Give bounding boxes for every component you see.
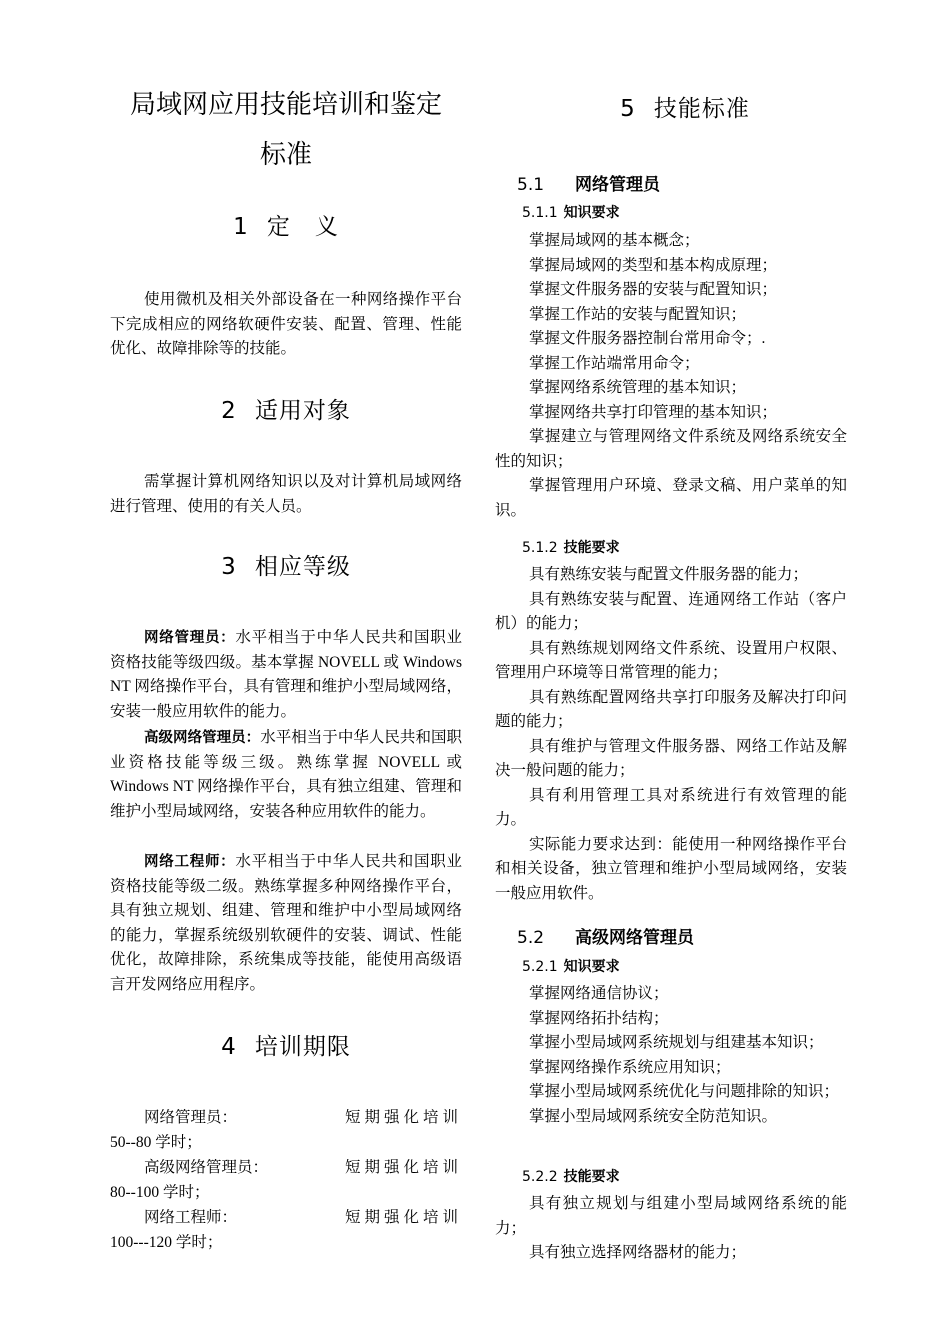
section-2-paragraph: 需掌握计算机网络知识以及对计算机局域网络进行管理、使用的有关人员。 <box>110 473 462 515</box>
list-item: 掌握文件服务器的安装与配置知识； <box>529 281 778 298</box>
period-value: 短期强化培训 <box>344 1209 462 1226</box>
section-5-heading <box>495 90 875 123</box>
list-item: 具有熟练配置网络共享打印服务及解决打印问题的能力； <box>495 688 847 730</box>
subsection-number: 5.2.1 <box>522 959 558 975</box>
subsection-title: 知识要求 <box>563 205 620 221</box>
section-title: 培训期限 <box>254 1034 351 1060</box>
subsection-title: 高级网络管理员 <box>575 928 694 948</box>
subsection-number: 5.2 <box>517 928 545 948</box>
level-paragraph <box>110 850 462 997</box>
list-item: 掌握网络通信协议； <box>529 985 669 1002</box>
section-number: 2 <box>221 398 237 424</box>
list-item: 具有独立选择网络器材的能力； <box>529 1244 747 1261</box>
list-item: 掌握局域网的基本概念； <box>529 232 700 249</box>
period-label: 网络工程师： <box>144 1209 238 1226</box>
list-item: 掌握工作站端常用命令； <box>529 354 700 372</box>
list-item: 具有维护与管理文件服务器、网络工作站及解决一般问题的能力； <box>495 737 847 779</box>
level-term: 高级网络管理员： <box>144 730 261 746</box>
period-label: 网络管理员： <box>144 1109 238 1126</box>
list-item: 具有利用管理工具对系统进行有效管理的能力。 <box>495 786 847 828</box>
section-number: 1 <box>233 214 249 240</box>
period-hours: 100---120 学时； <box>110 1233 223 1251</box>
list-item: 掌握小型局域网系统优化与问题排除的知识； <box>529 1083 840 1100</box>
list-item: 掌握小型局域网系统规划与组建基本知识； <box>529 1034 824 1051</box>
training-period-row <box>110 1106 462 1155</box>
knowledge-list-5-1-1 <box>495 229 847 523</box>
level-description: 水平相当于中华人民共和国职业资格技能等级二级。熟练掌握多种网络操作平台，具有独立规划、组建、管理和维护中小型局域网络的能力，掌握系统级别软硬件的安装、调试、性能优化，故障排除，系统集成等技能，能使用高级语言开发网络应用程序。 <box>110 853 462 993</box>
list-item: 掌握局域网的类型和基本构成原理； <box>529 256 778 274</box>
section-title: 适用对象 <box>254 398 351 424</box>
subsection-5-1-heading <box>517 170 660 195</box>
list-item: 掌握网络拓扑结构； <box>529 1009 669 1027</box>
section-number: 5 <box>620 96 636 122</box>
list-item: 掌握建立与管理网络文件系统及网络系统安全性的知识； <box>495 428 847 470</box>
list-item: 掌握小型局域网系统安全防范知识。 <box>529 1107 778 1125</box>
training-period-row <box>110 1156 462 1205</box>
period-value: 短期强化培训 <box>344 1159 462 1176</box>
level-paragraph <box>110 626 462 724</box>
section-title: 技能标准 <box>653 96 750 122</box>
period-value: 短期强化培训 <box>344 1109 462 1126</box>
subsection-number: 5.2.2 <box>522 1169 558 1185</box>
list-item: 实际能力要求达到：能使用一种网络操作平台和相关设备，独立管理和维护小型局域网络，安装一般应用软件。 <box>495 835 847 902</box>
period-hours: 50--80 学时； <box>110 1133 202 1151</box>
subsection-5-2-1-heading <box>522 956 620 976</box>
section-title: 定 义 <box>266 214 339 240</box>
subsection-5-1-1-heading <box>522 202 620 222</box>
section-4-heading <box>110 1028 462 1061</box>
section-number: 3 <box>221 554 237 580</box>
section-3-heading <box>110 548 462 581</box>
list-item: 掌握网络操作系统应用知识； <box>529 1058 731 1076</box>
subsection-title: 网络管理员 <box>575 175 660 195</box>
knowledge-list-5-2-1 <box>495 982 847 1129</box>
period-hours: 80--100 学时； <box>110 1183 210 1201</box>
subsection-5-1-2-heading <box>522 537 620 557</box>
title-line-1: 局域网应用技能培训和鉴定 <box>129 90 442 120</box>
section-1-paragraph: 使用微机及相关外部设备在一种网络操作平台下完成相应的网络软硬件安装、配置、管理、性能优化、故障排除等的技能。 <box>110 291 462 357</box>
subsection-5-2-2-heading <box>522 1166 620 1186</box>
document-title <box>110 80 462 180</box>
list-item: 具有熟练规划网络文件系统、设置用户权限、管理用户环境等日常管理的能力； <box>495 639 847 681</box>
subsection-5-2-heading <box>517 923 694 948</box>
level-description: 水平相当于中华人民共和国职业资格技能等级四级。基本掌握 NOVELL 或 Windows NT 网络操作平台，具有管理和维护小型局域网络，安装一般应用软件的能力。 <box>110 629 462 720</box>
subsection-title: 技能要求 <box>563 540 620 556</box>
skill-list-5-1-2 <box>495 563 847 906</box>
section-number: 4 <box>221 1034 237 1060</box>
section-1-heading <box>110 208 462 241</box>
list-item: 掌握文件服务器控制台常用命令；. <box>529 330 766 347</box>
list-item: 具有独立规划与组建小型局域网络系统的能力； <box>495 1195 847 1237</box>
period-label: 高级网络管理员： <box>144 1159 269 1176</box>
list-item: 掌握网络系统管理的基本知识； <box>529 379 747 396</box>
level-term: 网络管理员： <box>144 630 236 646</box>
list-item: 掌握工作站的安装与配置知识； <box>529 305 747 323</box>
level-term: 网络工程师： <box>144 854 236 870</box>
subsection-title: 知识要求 <box>563 959 620 975</box>
subsection-number: 5.1.1 <box>522 205 558 221</box>
level-paragraph <box>110 726 462 824</box>
list-item: 具有熟练安装与配置、连通网络工作站（客户机）的能力； <box>495 590 847 632</box>
subsection-number: 5.1.2 <box>522 540 558 556</box>
subsection-number: 5.1 <box>517 175 545 195</box>
title-line-2: 标准 <box>259 140 312 170</box>
list-item: 掌握管理用户环境、登录文稿、用户菜单的知识。 <box>495 477 847 519</box>
subsection-title: 技能要求 <box>563 1169 620 1185</box>
level-description: 水平相当于中华人民共和国职业资格技能等级三级。熟练掌握 NOVELL 或 Windows NT 网络操作平台，具有独立组建、管理和维护小型局域网络，安装各种应用软件的能力。 <box>110 729 462 820</box>
training-period-row <box>110 1206 462 1255</box>
list-item: 掌握网络共享打印管理的基本知识； <box>529 403 778 421</box>
skill-list-5-2-2 <box>495 1192 847 1266</box>
section-2-heading <box>110 392 462 425</box>
section-title: 相应等级 <box>254 554 351 580</box>
list-item: 具有熟练安装与配置文件服务器的能力； <box>529 566 809 583</box>
